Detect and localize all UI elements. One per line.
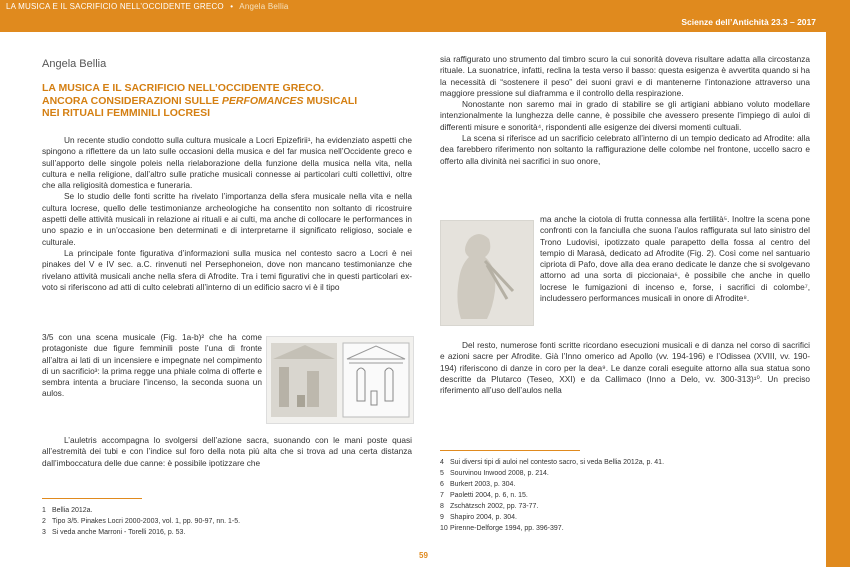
left-after-text [42,435,412,469]
paragraph: La principale fonte figurativa d’informazioni sulla musica nel contesto sacro a Locri è nei pinakes del V e IV sec. a.C. rinvenuti nel Persephoneion, dove non mancano testimonianze che rivelano attività musicali anche nella sfera di Afrodite. Tra i temi figurativi che in questi particolari ex-voto si riferiscono ad atti di culto celebrati all’interno di un edificio sacro vi è il tipo [42,247,412,292]
running-title: LA MUSICA E IL SACRIFICIO NELL’OCCIDENTE GRECO [6,2,224,11]
title-line-2: ANCORA CONSIDERAZIONI SULLE PERFOMANCES MUSICALI [42,94,358,107]
footnote: 7 Paoletti 2004, p. 6, n. 15. [440,492,528,499]
title-line-1: LA MUSICA E IL SACRIFICIO NELL’OCCIDENTE GRECO. [42,82,324,94]
figure-2-ludovisi-throne [440,220,534,326]
footnote: 3 Si veda anche Marroni - Torelli 2016, p. 53. [42,529,186,536]
header-separator: • [230,2,234,11]
paragraph: L’auletris accompagna lo svolgersi dell’azione sacra, suonando con le mani poste quasi all’estremità dei tubi e con l’indice sul foro della nota più alta che si trova ad una certa distanza dall’imboccatura delle due canne: è possibile ipotizzare che [42,435,412,468]
paragraph: Del resto, numerose fonti scritte ricordano esecuzioni musicali e di danza nel corso di sacrifici e azioni sacre per Afrodite. Già l’Inno omerico ad Apollo (vv. 194-196) e l’Odissea (XVIII, vv. 190-194) riferiscono di danze in coro per la dea⁹. Le danze corali eseguite attorno alla sua statua sono descritte da Plutarco (Teseo, XXI) e da Callimaco (Inno a Delo, vv. 300-313)¹⁰. Un preciso riferimento all’uso dell’aulos nella [440,340,810,396]
paragraph: ma anche la ciotola di frutta connessa alla fertilità⁵. Inoltre la scena pone confronti con la fanciulla che suona l’aulos raffigurata sul lato sinistro del Trono Ludovisi, ipotizzato quale parapetto della fossa al centro del tempio di Marasà, dedicato ad Afrodite (Fig. 2). Così come nel santuario cipriota di Pafo, dove alla dea erano dedicate le danze che si svolgevano attorno ad una sorta di piccionaia⁶, è possibile che anche in quello locrese le fumigazioni di incenso e, forse, i sacrifici di colombe⁷, includessero performances musicali in onore di Afrodite⁸. [540,214,810,304]
paragraph: Nonostante non saremo mai in grado di stabilire se gli artigiani abbiano voluto modellare intenzionalmente la lunghezza delle canne, è possibile che avessero presente l’impiego di auloi di differenti misure e sonorità⁴, rispondenti alle esigenze dei diversi momenti cultuali. [440,99,810,132]
title-line-3: NEI RITUALI FEMMINILI LOCRESI [42,107,210,119]
running-author: Angela Bellia [239,2,289,11]
paragraph: Un recente studio condotto sulla cultura musicale a Locri Epizefirii¹, ha evidenziato aspetti che spingono a riflettere da un lato sulle occasioni della musica e del far musica nell’Occidente greco e sull’apporto delle singole poleis nella rielaborazione della funzione della musica nella vita, nella cultura e nella religione, dall’altro sulle pratiche musicali connesse ai particolari culti collettivi, oltre che alla religiosità domestica e funeraria. [42,135,412,191]
right-column-text [440,54,810,167]
right-footnotes [440,450,810,534]
footnote: 6 Burkert 2003, p. 304. [440,481,516,488]
right-wrap-text [540,214,810,304]
paragraph: La scena si riferisce ad un sacrificio celebrato all’interno di un tempio dedicato ad Afrodite: alla dea farebbero riferimento non soltanto la raffigurazione delle colombe nel frontone, uccello sacro e offerto alla divinità nei sacrifici in suo onore, [440,133,810,166]
left-wrap-text [42,332,262,400]
journal-title: Scienze dell’Antichità 23.3 – 2017 [681,17,816,27]
page-edge-band [826,0,850,567]
footnote: 1 Bellia 2012a. [42,507,93,514]
article-title [42,82,412,120]
paragraph: Se lo studio delle fonti scritte ha rivelato l’importanza della sfera musicale nella vita e nella cultura locrese, quello delle testimonianze archeologiche ha consentito non soltanto di ricostruire aspetti delle attività musicali in relazione ai rituali e ai culti, ma anche di collocare le performances in uno spazio e in un’occasione ben determinati e di interpretarne il significato religioso, sociale e culturale. [42,191,412,247]
footnote: 8 Zschätzsch 2002, pp. 73-77. [440,503,539,510]
left-column-text [42,135,412,293]
footnote: 5 Sourvinou Inwood 2008, p. 214. [440,470,549,477]
right-after-text [440,340,810,396]
page-number: 59 [419,551,428,560]
running-header [6,2,289,11]
figure-1-pinax-images [266,336,414,424]
article-author: Angela Bellia [42,58,107,70]
footnote: 10 Pirenne-Delforge 1994, pp. 396-397. [440,525,564,532]
footnote: 9 Shapiro 2004, p. 304. [440,514,517,521]
footnote-rule [42,498,142,499]
footnote-rule [440,450,580,451]
left-footnotes [42,498,412,538]
footnote: 4 Sui diversi tipi di auloi nel contesto sacro, si veda Bellia 2012a, p. 41. [440,459,665,466]
paragraph: sia raffigurato uno strumento dal timbro scuro la cui sonorità doveva risultare adatta alla circostanza rituale. La suonatrice, infatti, reclina la testa verso il basso: questa esigenza è avvertita quando si ha la necessità di “sostenere il peso” dei suoni gravi e di mantenerne l’intonazione attraverso una maggiore pressione sul diaframma e il controllo della respirazione. [440,54,810,98]
paragraph: 3/5 con una scena musicale (Fig. 1a-b)² che ha come protagoniste due figure femminili poste l’una di fronte all’altra ai lati di un incensiere e impegnate nel compimento di un sacrificio³: la prima regge una phiale colma di offerte e sembra intenta a bruciare l’incenso, la seconda suona un aulos. [42,332,262,399]
footnote: 2 Tipo 3/5. Pinakes Locri 2000-2003, vol. 1, pp. 90-97, nn. 1-5. [42,518,241,525]
